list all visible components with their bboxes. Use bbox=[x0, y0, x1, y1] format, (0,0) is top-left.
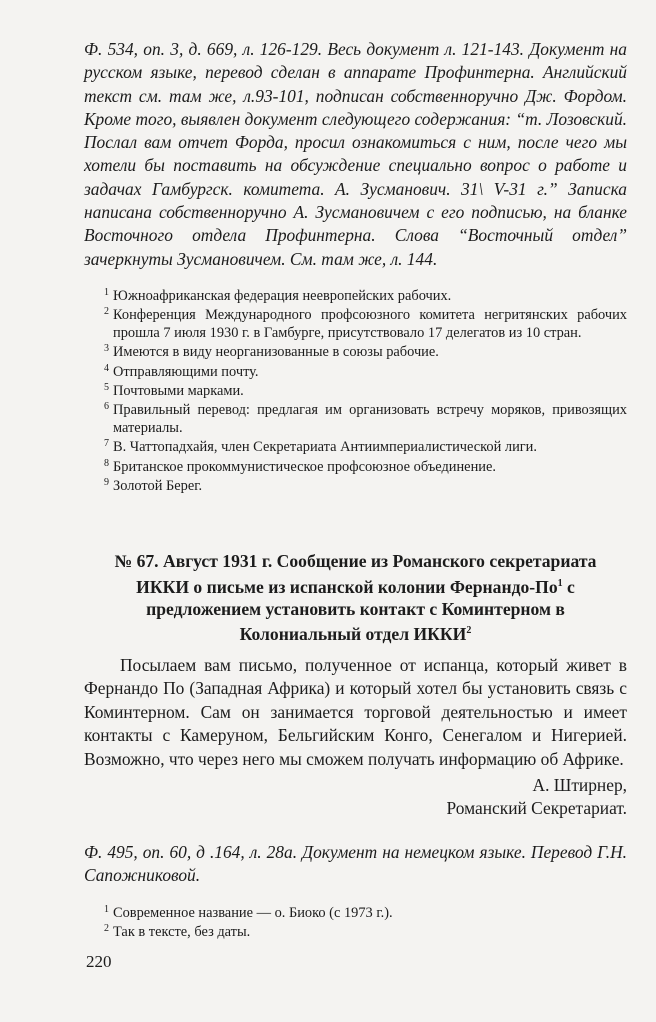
page-number: 220 bbox=[86, 952, 112, 971]
archive-source-note: Ф. 534, оп. 3, д. 669, л. 126-129. Весь документ л. 121-143. Документ на русском языке, перевод сделан в аппарате Профинтерна. Английский текст см. там же, л.93-101, подписан собственноручно Дж. Фордом. Кроме того, выявлен документ следующего содержания: “т. Лозовский. Послал вам отчет Форда, просил ознакомиться с ним, после чего мы хотели бы поставить на обсуждение специально вопрос о работе и задачах Гамбургск. комитета. А. Зусманович. 31\ V-31 г.” Записка написана собственноручно А. Зусмановичем с его подписью, на бланке Восточного отдела Профинтерна. Слова “Восточный отдел” зачеркнуты Зусмановичем. См. там же, л. 144. bbox=[84, 39, 627, 269]
footnote-8 bbox=[84, 459, 627, 476]
footnote-4 bbox=[84, 364, 627, 381]
signature-org: Романский Секретариат. bbox=[446, 797, 627, 818]
footnote-number: 6 bbox=[104, 401, 109, 413]
footnote-number: 7 bbox=[104, 438, 109, 450]
footnote-number: 2 bbox=[104, 306, 109, 318]
footnote-text: Правильный перевод: предлагая им организовать встречу моряков, привозящих материалы. bbox=[113, 402, 627, 436]
footnote-5 bbox=[84, 383, 627, 400]
signature-name: А. Штирнер, bbox=[532, 775, 627, 795]
footnote-text: Почтовыми марками. bbox=[113, 383, 244, 400]
footnote-6 bbox=[84, 402, 627, 437]
footnote-number: 2 bbox=[104, 923, 109, 935]
footnote-9 bbox=[84, 478, 627, 495]
footnote-text: Южноафриканская федерация неевропейских рабочих. bbox=[113, 288, 452, 304]
footnote-text: Современное название — о. Биоко (с 1973 г.). bbox=[113, 905, 393, 921]
footnote-1 bbox=[84, 905, 627, 922]
archive-source-note-2: Ф. 495, оп. 60, д .164, л. 28а. Документ на немецком языке. Перевод Г.Н. Сапожниковой. bbox=[84, 842, 627, 886]
footnote-text: Имеются в виду неорганизованные в союзы рабочие. bbox=[113, 344, 439, 361]
footnote-number: 8 bbox=[104, 457, 109, 469]
footnote-text: Отправляющими почту. bbox=[113, 363, 259, 380]
footnote-number: 9 bbox=[104, 477, 109, 489]
footnote-number: 4 bbox=[104, 362, 109, 374]
signature bbox=[84, 774, 627, 819]
footnote-1 bbox=[84, 288, 627, 305]
footnote-3 bbox=[84, 344, 627, 361]
footnote-number: 3 bbox=[104, 343, 109, 355]
footnote-text: Золотой Берег. bbox=[113, 478, 203, 495]
footnote-text: Конференция Международного профсоюзного комитета негритянских рабочих прошла 7 июля 1930 г. в Гамбурге, присутствовало 17 делегатов из 10 стран. bbox=[113, 307, 627, 341]
footnotes-section-1 bbox=[84, 288, 627, 497]
footnote-text: Так в тексте, без даты. bbox=[113, 924, 251, 941]
footnotes-section-2 bbox=[84, 905, 627, 944]
footnote-text: В. Чаттопадхайя, член Секретариата Антиимпериалистической лиги. bbox=[113, 439, 537, 456]
footnote-2 bbox=[84, 307, 627, 342]
footnote-2 bbox=[84, 924, 627, 941]
footnote-text: Британское прокоммунистическое профсоюзное объединение. bbox=[113, 458, 496, 475]
footnote-number: 1 bbox=[104, 904, 109, 915]
footnote-number: 1 bbox=[104, 287, 109, 298]
footnote-number: 5 bbox=[104, 382, 109, 394]
footnote-7 bbox=[84, 439, 627, 456]
letter-body: Посылаем вам письмо, полученное от испанца, который живет в Фернандо По (Западная Африка) и который хотел бы установить связь с Коминтерном. Сам он занимается торговой деятельностью и имеет контакты с Камеруном, Бельгийским Конго, Сенегалом и Нигерией. Возможно, что через него мы сможем получать информацию об Африке. bbox=[84, 655, 627, 769]
document-heading: № 67. Август 1931 г. Сообщение из Романского секретариата ИККИ о письме из испанской колонии Фернандо-$По^1$ с предложением установить контакт с Коминтерном в Колониальный отдел ИККИ$^2$ bbox=[114, 551, 597, 645]
